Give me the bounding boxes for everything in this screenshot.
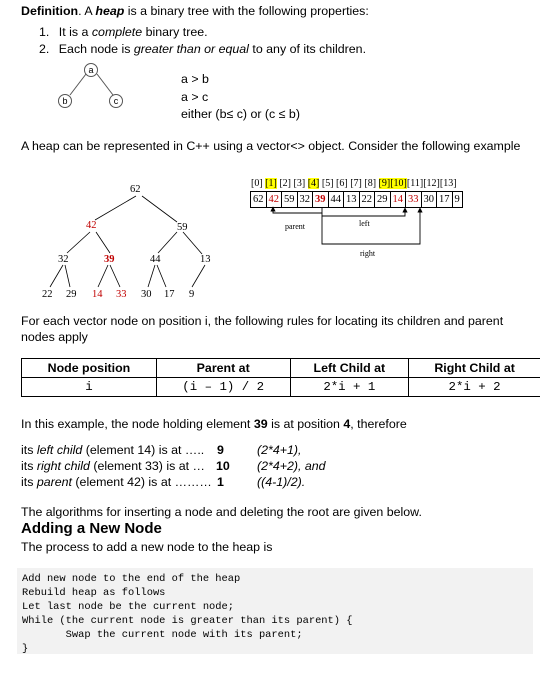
- definition-term: heap: [95, 4, 125, 18]
- rules-table: [21, 358, 540, 397]
- code-line: While (the current node is greater than its parent) {: [22, 615, 353, 627]
- example-emphasis: right child: [36, 459, 90, 473]
- property-number: 1.: [39, 25, 50, 39]
- array-index: [12]: [423, 178, 440, 189]
- table-cell: 2*i + 1: [290, 378, 409, 397]
- example-text: its: [21, 443, 37, 457]
- table-cell: i: [22, 378, 157, 397]
- code-line: Rebuild heap as follows: [22, 587, 166, 599]
- tree-node-9: 9: [189, 289, 195, 300]
- tree-node-42: 42: [86, 220, 97, 231]
- example-mid: is at position: [267, 417, 344, 431]
- table-header-row: [22, 359, 540, 378]
- property-text-post: binary tree.: [142, 25, 208, 39]
- array-cell: 42: [267, 192, 283, 207]
- definition-rest: is a binary tree with the following properties:: [124, 4, 369, 18]
- code-line: Let last node be the current node;: [22, 601, 235, 613]
- example-element: 39: [253, 417, 268, 431]
- relation-1: a > b: [181, 72, 209, 86]
- definition-sep: . A: [78, 4, 96, 18]
- vector-intro: A heap can be represented in C++ using a vector<> object. Consider the following example: [21, 139, 521, 153]
- array-cell: 29: [375, 192, 391, 207]
- example-calc-parent: ((4-1)/2).: [257, 475, 306, 489]
- example-text: its: [21, 475, 37, 489]
- table-header: Right Child at: [409, 359, 540, 378]
- array-index: [3]: [293, 178, 306, 189]
- relation-2: a > c: [181, 90, 209, 104]
- tree-node-30: 30: [141, 289, 152, 300]
- property-emphasis: complete: [91, 25, 143, 39]
- example-value-left-child: 9: [217, 443, 224, 457]
- tree-node-39: 39: [104, 254, 115, 265]
- array-index: [13]: [439, 178, 457, 189]
- small-tree-left-node: b: [58, 94, 72, 108]
- table-cell: (i – 1) / 2: [156, 378, 290, 397]
- array-cell: 17: [437, 192, 453, 207]
- tree-node-62: 62: [130, 184, 141, 195]
- example-text: (element 14) is at …..: [82, 443, 205, 457]
- section-heading: Adding a New Node: [21, 520, 162, 537]
- code-line: Add new node to the end of the heap: [22, 573, 241, 585]
- tree-node-13: 13: [200, 254, 211, 265]
- example-line-parent: [21, 475, 212, 489]
- small-tree-root-node: a: [84, 63, 98, 77]
- example-pre: In this example, the node holding element: [21, 417, 254, 431]
- left-arrow-label: left: [359, 219, 370, 228]
- example-text: (element 42) is at ………: [71, 475, 212, 489]
- example-emphasis: left child: [36, 443, 83, 457]
- table-header: Left Child at: [290, 359, 409, 378]
- small-tree-right-node: c: [109, 94, 123, 108]
- example-sentence: [21, 417, 407, 431]
- code-line: }: [22, 643, 29, 655]
- array-arrows: [0, 0, 540, 260]
- array-cell: 14: [391, 192, 407, 207]
- example-calc-left-child: (2*4+1),: [257, 443, 302, 457]
- example-calc-right-child: (2*4+2), and: [257, 459, 326, 473]
- tree-node-32: 32: [58, 254, 69, 265]
- array-cell: 33: [406, 192, 422, 207]
- section-intro: The process to add a new node to the heap is: [21, 540, 273, 554]
- definition-lead: Definition: [21, 4, 79, 18]
- array-index-highlighted: [10]: [390, 178, 407, 189]
- property-text-pre: It is a: [58, 25, 92, 39]
- example-value-right-child: 10: [216, 459, 230, 473]
- array-cell: 32: [298, 192, 314, 207]
- parent-arrow-label: parent: [285, 222, 305, 231]
- example-line-right-child: [21, 459, 205, 473]
- array-index: [11]: [406, 178, 424, 189]
- array-cell: 22: [360, 192, 376, 207]
- code-line: Swap the current node with its parent;: [22, 629, 303, 641]
- example-text: (element 33) is at …: [89, 459, 205, 473]
- tree-node-22: 22: [42, 289, 53, 300]
- tree-node-17: 17: [164, 289, 175, 300]
- array-cell: 30: [422, 192, 438, 207]
- array-index: [6]: [336, 178, 348, 189]
- tree-node-44: 44: [150, 254, 161, 265]
- example-post: , therefore: [350, 417, 407, 431]
- example-line-left-child: [21, 443, 204, 457]
- array-index: [0]: [251, 178, 263, 189]
- rules-intro: For each vector node on position i, the following rules for locating its children and parent nodes apply: [21, 314, 504, 344]
- array-cell: 9: [454, 194, 460, 205]
- array-cell: 44: [329, 192, 345, 207]
- right-arrow-label: right: [360, 249, 376, 258]
- table-row: [22, 378, 540, 397]
- table-header: Parent at: [156, 359, 290, 378]
- table-header: Node position: [22, 359, 157, 378]
- property-text-post: to any of its children.: [248, 42, 367, 56]
- tree-node-59: 59: [177, 222, 188, 233]
- example-position: 4: [343, 417, 351, 431]
- array-index-highlighted: [1]: [265, 178, 277, 189]
- array-index-highlighted: [4]: [307, 178, 320, 189]
- tree-node-33: 33: [116, 289, 127, 300]
- array-index: [8]: [364, 178, 377, 189]
- code-block: [17, 568, 533, 654]
- array-index-highlighted: [9]: [378, 178, 391, 189]
- array-cell: 62: [251, 192, 267, 207]
- property-text-pre: Each node is: [58, 42, 134, 56]
- table-cell: 2*i + 2: [409, 378, 540, 397]
- tree-node-14: 14: [92, 289, 103, 300]
- array-cell: 13: [344, 192, 360, 207]
- array-index: [2]: [279, 178, 292, 189]
- array-index: [7]: [350, 178, 362, 189]
- example-emphasis: parent: [36, 475, 72, 489]
- array-cell: 39: [313, 192, 329, 207]
- tree-node-29: 29: [66, 289, 77, 300]
- relation-3: either (b≤ c) or (c ≤ b): [181, 107, 300, 121]
- array-index: [5]: [321, 178, 334, 189]
- example-value-parent: 1: [217, 475, 224, 489]
- property-number: 2.: [39, 42, 50, 56]
- algorithms-text: The algorithms for inserting a node and deleting the root are given below.: [21, 505, 422, 519]
- array-cell: 59: [282, 192, 298, 207]
- example-text: its: [21, 459, 37, 473]
- property-emphasis: greater than or equal: [133, 42, 249, 56]
